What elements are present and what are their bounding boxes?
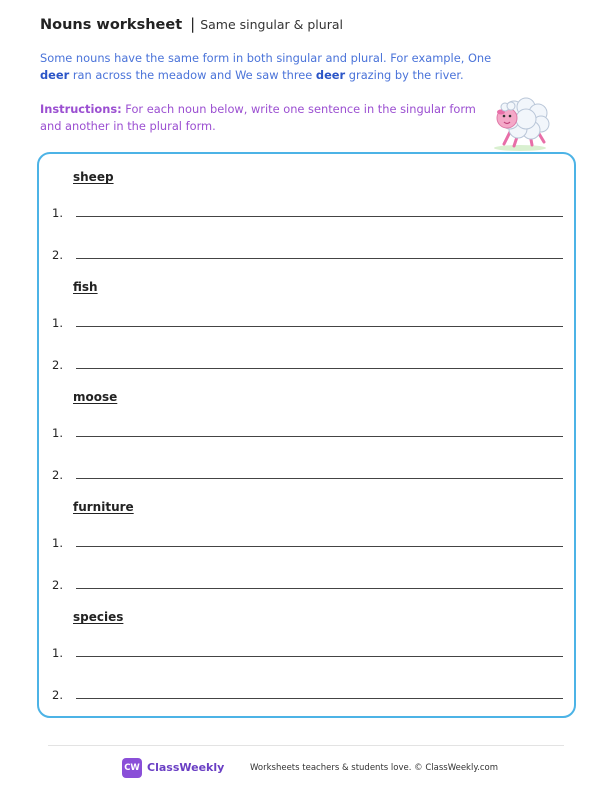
sentence-number-1: 1. bbox=[52, 206, 63, 220]
answer-line-singular[interactable] bbox=[76, 216, 563, 217]
worksheet-header bbox=[40, 15, 343, 33]
worksheet-title: Nouns worksheet bbox=[40, 17, 183, 33]
answer-line-plural[interactable] bbox=[76, 698, 563, 699]
noun-word: fish bbox=[73, 280, 98, 294]
sentence-number-1: 1. bbox=[52, 426, 63, 440]
exercise-box bbox=[37, 152, 576, 718]
classweekly-logo-icon: CW bbox=[122, 758, 142, 778]
sentence-number-1: 1. bbox=[52, 646, 63, 660]
answer-line-singular[interactable] bbox=[76, 546, 563, 547]
instructions-text: For each noun below, write one sentence in the singular form and another in the plural form. bbox=[40, 102, 476, 133]
sentence-number-1: 1. bbox=[52, 316, 63, 330]
noun-word: moose bbox=[73, 390, 118, 404]
footer bbox=[0, 758, 612, 778]
sentence-number-2: 2. bbox=[52, 468, 63, 482]
intro-text-1: Some nouns have the same form in both singular and plural. For example, One bbox=[40, 51, 492, 65]
worksheet-subtitle: Same singular & plural bbox=[200, 17, 343, 32]
sheep-icon bbox=[488, 92, 552, 154]
answer-line-singular[interactable] bbox=[76, 326, 563, 327]
noun-word: furniture bbox=[73, 500, 134, 514]
sentence-number-2: 2. bbox=[52, 358, 63, 372]
footer-tagline: Worksheets teachers & students love. © ClassWeekly.com bbox=[250, 763, 499, 773]
brand-name: ClassWeekly bbox=[147, 761, 225, 774]
instructions-label: Instructions: bbox=[40, 102, 122, 116]
sentence-number-2: 2. bbox=[52, 688, 63, 702]
intro-paragraph bbox=[40, 50, 495, 84]
intro-example-word-2: deer bbox=[315, 68, 346, 82]
noun-word: sheep bbox=[73, 170, 114, 184]
footer-divider bbox=[48, 745, 564, 746]
answer-line-singular[interactable] bbox=[76, 436, 563, 437]
answer-line-plural[interactable] bbox=[76, 478, 563, 479]
sentence-number-2: 2. bbox=[52, 248, 63, 262]
answer-line-singular[interactable] bbox=[76, 656, 563, 657]
instructions-paragraph bbox=[40, 101, 485, 135]
intro-text-3: grazing by the river. bbox=[345, 68, 464, 82]
intro-text-2: ran across the meadow and We saw three bbox=[69, 68, 316, 82]
answer-line-plural[interactable] bbox=[76, 258, 563, 259]
intro-example-word-1: deer bbox=[40, 68, 70, 82]
noun-word: species bbox=[73, 610, 124, 624]
sentence-number-1: 1. bbox=[52, 536, 63, 550]
title-separator: | bbox=[190, 15, 196, 33]
answer-line-plural[interactable] bbox=[76, 368, 563, 369]
sentence-number-2: 2. bbox=[52, 578, 63, 592]
answer-line-plural[interactable] bbox=[76, 588, 563, 589]
